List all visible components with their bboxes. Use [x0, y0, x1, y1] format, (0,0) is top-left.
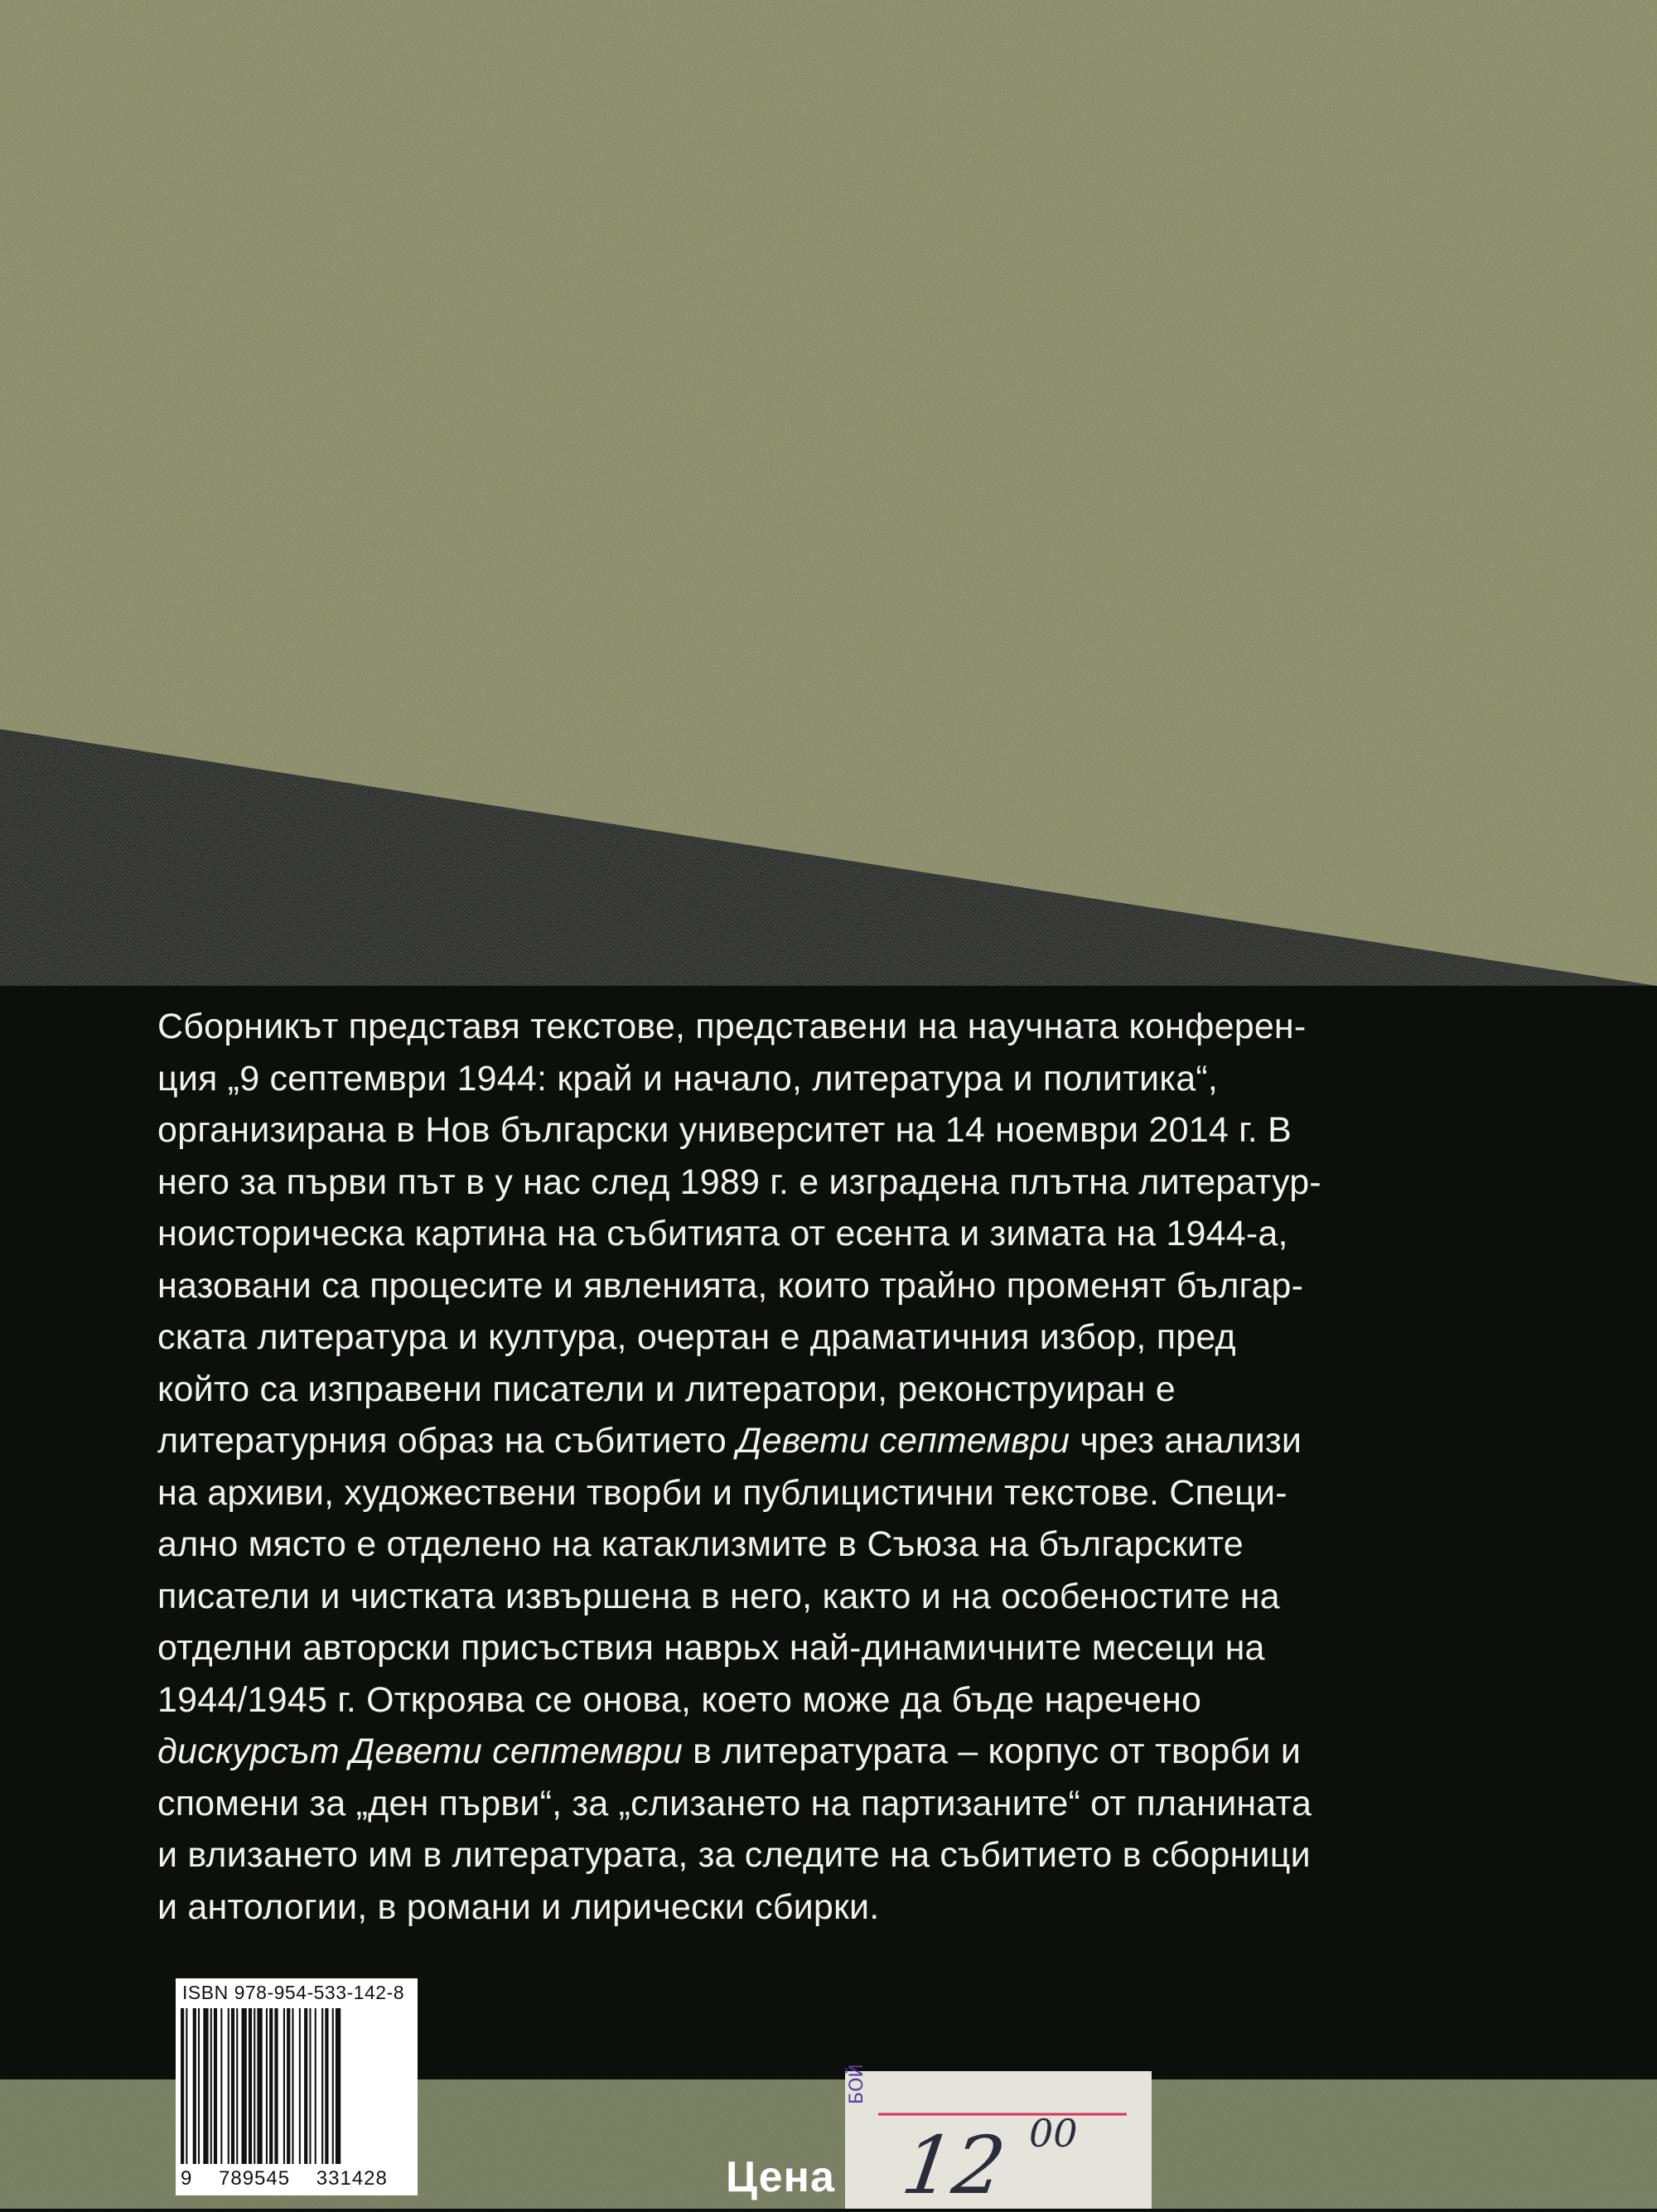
- blurb-text: в литературата – корпус от творби и: [683, 1731, 1302, 1771]
- back-cover-blurb: [157, 1001, 1558, 1933]
- barcode-bar: [254, 2008, 255, 2164]
- blurb-line: Сборникът представя текстове, представени на научната конферен-: [157, 1007, 1307, 1046]
- barcode-bar: [193, 2008, 196, 2164]
- blurb-line: спомени за „ден първи“, за „слизането на партизаните“ от планината: [157, 1783, 1312, 1823]
- blurb-line: [157, 1726, 1558, 1778]
- barcode-bar: [236, 2008, 238, 2164]
- blurb-line: назовани са процесите и явленията, които трайно променят българ-: [157, 1265, 1304, 1306]
- blurb-line: писатели и чистката извършена в него, както и на особеностите на: [157, 1576, 1280, 1616]
- price-cents: 00: [1029, 2111, 1078, 2156]
- blurb-line: и антологии, в романи и лирически сбирки.: [157, 1886, 880, 1927]
- barcode-bar: [292, 2008, 293, 2164]
- blurb-line: 1944/1945 г. Откроява се онова, което може да бъде наречено: [157, 1679, 1202, 1720]
- barcode-bar: [210, 2008, 212, 2164]
- barcode-bar: [321, 2008, 323, 2164]
- barcode-bar: [336, 2008, 341, 2164]
- blurb-italic: Девети септември: [737, 1421, 1070, 1461]
- blurb-line: ално място е отделено на катаклизмите в Съюза на българските: [157, 1524, 1244, 1564]
- barcode-bar: [186, 2008, 187, 2164]
- barcode-bar: [231, 2008, 234, 2164]
- blurb-line: отделни авторски присъствия наврьх най-динамичните месеци на: [157, 1628, 1265, 1668]
- blurb-line: който са изправени писатели и литератори, реконструиран е: [157, 1369, 1176, 1409]
- barcode-bar: [249, 2008, 252, 2164]
- barcode-bar: [299, 2008, 301, 2164]
- barcode-bar: [283, 2008, 285, 2164]
- sticker-side-text: БОЙ: [847, 2064, 867, 2104]
- isbn-barcode: [176, 1978, 418, 2195]
- blurb-line: организирана в Нов български университет на 14 ноември 2014 г. В: [157, 1110, 1292, 1150]
- barcode-bar: [203, 2008, 208, 2164]
- barcode-bar: [274, 2008, 278, 2164]
- ean-number: 9 789545 331428: [181, 2167, 388, 2190]
- blurb-line: [157, 1415, 1558, 1467]
- barcode-bar: [287, 2008, 290, 2164]
- blurb-text: чрез анализи: [1070, 1421, 1302, 1461]
- price-value: 12: [896, 2119, 1012, 2212]
- blurb-line: него за първи път в у нас след 1989 г. е изградена плътна литератур-: [157, 1162, 1321, 1202]
- barcode-bar: [332, 2008, 334, 2164]
- isbn-number: ISBN 978-954-533-142-8: [182, 1982, 404, 2003]
- barcode-bar: [269, 2008, 273, 2164]
- barcode-bar: [228, 2008, 229, 2164]
- barcode-bar: [181, 2008, 184, 2164]
- barcode-bars: [179, 2008, 414, 2164]
- barcode-bar: [266, 2008, 268, 2164]
- barcode-bar: [304, 2008, 307, 2164]
- blurb-line: и влизането им в литературата, за следите на събитието в сборници: [157, 1835, 1311, 1875]
- barcode-bar: [315, 2008, 316, 2164]
- blurb-text: литературния образ на събитието: [157, 1421, 737, 1461]
- barcode-bar: [214, 2008, 217, 2164]
- blurb-line: ноисторическа картина на събитията от есента и зимата на 1944-а,: [157, 1214, 1288, 1253]
- barcode-bar: [198, 2008, 200, 2164]
- blurb-italic: дискурсът Девети септември: [157, 1731, 684, 1771]
- barcode-bar: [257, 2008, 262, 2164]
- barcode-bar: [242, 2008, 247, 2164]
- barcode-bar: [325, 2008, 328, 2164]
- blurb-line: на архиви, художествени творби и публицистични текстове. Специ-: [157, 1472, 1287, 1513]
- blurb-line: ция „9 септември 1944: край и начало, литература и политика“,: [157, 1058, 1218, 1099]
- barcode-bar: [309, 2008, 311, 2164]
- blurb-line: ската литература и култура, очертан е драматичния избор, пред: [157, 1317, 1236, 1357]
- barcode-bar: [220, 2008, 222, 2164]
- price-label: Цена: [726, 2153, 835, 2201]
